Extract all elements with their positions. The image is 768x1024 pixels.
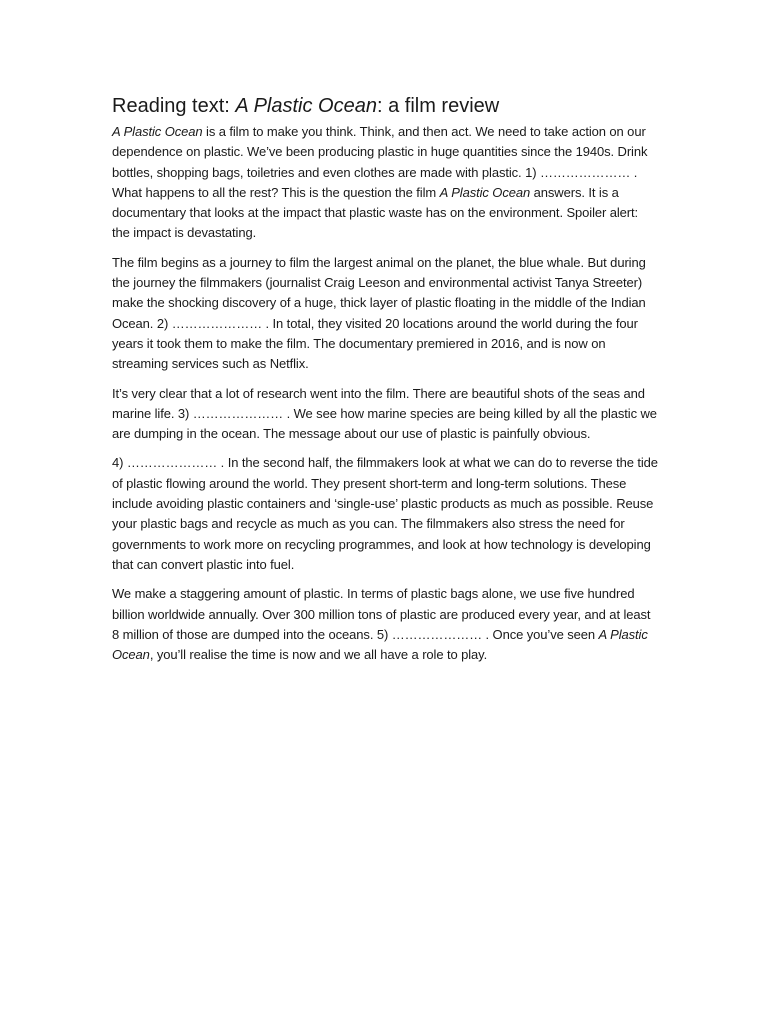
paragraph-5	[112, 584, 658, 665]
title-film-name: A Plastic Ocean	[235, 95, 377, 117]
paragraph-text: answers. It is a documentary that looks at the impact that plastic waste has on the environment. Spoiler alert: the impact is devastating.	[112, 184, 639, 241]
paragraph-text: is a film to make you think. Think, and then act. We need to take action on our dependence on plastic. We’ve been producing plastic in huge quantities since the 1940s. Drink bottles, shopping bags, toiletries and even clothes are made with plastic. 1) ………………… . What happens to all the rest? This is the question the film	[112, 124, 648, 200]
paragraph-text: We make a staggering amount of plastic. In terms of plastic bags alone, we use five hundred billion worldwide annually. Over 300 million tons of plastic are produced every year, and at least 8 million of those are dumped into the oceans. 5) ………………… . Once you’ve seen	[112, 586, 651, 642]
film-name: A Plastic Ocean	[439, 184, 531, 200]
paragraph-1	[112, 122, 658, 244]
page-title	[112, 92, 658, 120]
document-page	[112, 92, 658, 674]
title-suffix: : a film review	[376, 95, 500, 117]
film-name: A Plastic Ocean	[112, 124, 203, 139]
paragraph-2: The film begins as a journey to film the largest animal on the planet, the blue whale. But during the journey the filmmakers (journalist Craig Leeson and environmental activist Tanya Streeter) make the shocking discovery of a huge, thick layer of plastic floating in the middle of the Indian Ocean. 2) ………………… . In total, they visited 20 locations around the world during the four years it took them to make the film. The documentary premiered in 2016, and is now on streaming services such as Netflix.	[112, 254, 646, 372]
paragraph-4: 4) ………………… . In the second half, the filmmakers look at what we can do to reverse the tide of plastic flowing around the world. They present short-term and long-term solutions. These include avoiding plastic containers and ‘single-use’ plastic products as much as possible. Reuse your plastic bags and recycle as much as you can. The filmmakers also stress the need for governments to work more on recycling programmes, and look at how technology is developing that can convert plastic into fuel.	[112, 455, 658, 572]
title-prefix: Reading text:	[112, 95, 236, 117]
paragraph-text: , you’ll realise the time is now and we all have a role to play.	[149, 647, 488, 663]
paragraph-3: It’s very clear that a lot of research went into the film. There are beautiful shots of the seas and marine life. 3) ………………… . We see how marine species are being killed by all the plastic we are dumping in the ocean. The message about our use of plastic is painfully obvious.	[112, 385, 657, 442]
film-name: A Plastic Ocean	[112, 626, 648, 663]
